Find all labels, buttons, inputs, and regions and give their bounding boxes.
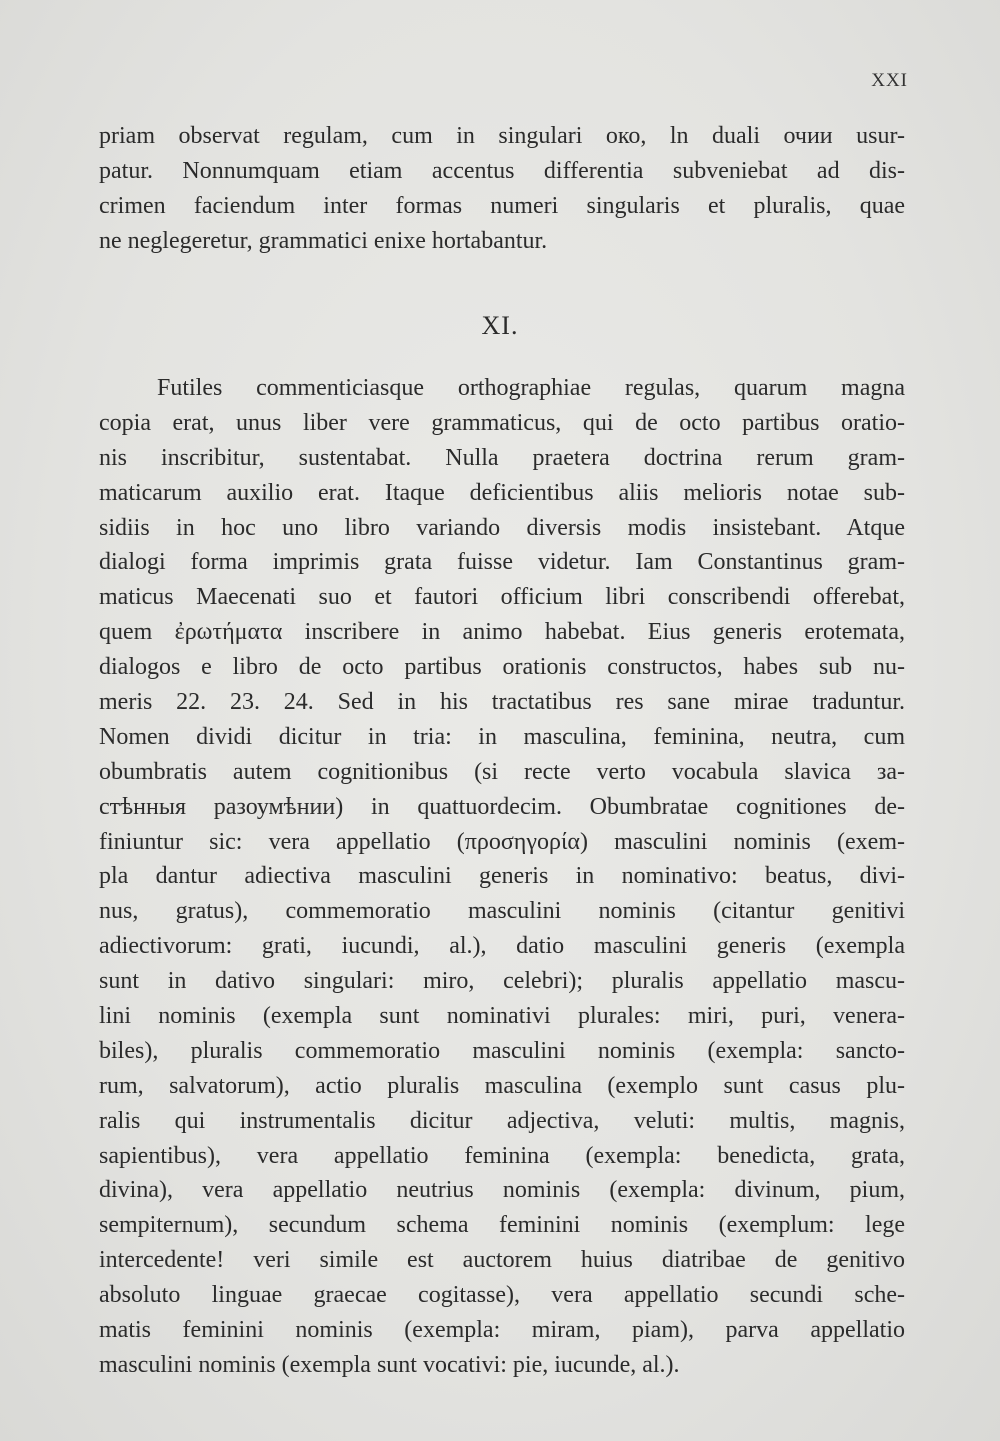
text-line: rum, salvatorum), actio pluralis masculina (exemplo sunt casus plu- [99,1072,905,1099]
text-line: maticarum auxilio erat. Itaque deficientibus aliis melioris notae sub- [99,479,905,506]
text-line: dialogi forma imprimis grata fuisse videtur. Iam Constantinus gram- [99,549,905,576]
text-line: Nomen dividi dicitur in tria: in masculina, feminina, neutra, cum [99,723,905,750]
text-line: maticus Maecenati suo et fautori officium libri conscribendi offerebat, [99,584,905,611]
text-line: biles), pluralis commemoratio masculini nominis (exempla: sancto- [99,1037,905,1064]
paragraph-main [99,371,905,1383]
text-line: ne neglegeretur, grammatici enixe hortabantur. [99,227,548,254]
text-line: patur. Nonnumquam etiam accentus differentia subveniebat ad dis- [99,157,905,184]
text-line: lini nominis (exempla sunt nominativi plurales: miri, puri, venera- [99,1003,905,1030]
text-line: Futiles commenticiasque orthographiae regulas, quarum magna [157,375,905,401]
section-heading: XI. [481,311,519,340]
text-line: crimen faciendum inter formas numeri singularis et pluralis, quae [99,192,905,219]
text-line: absoluto linguae graecae cogitasse), vera appellatio secundi sche- [99,1282,905,1309]
text-line: nis inscribitur, sustentabat. Nulla praetera doctrina rerum gram- [99,444,905,471]
text-line: sunt in dativo singulari: miro, celebri); pluralis appellatio mascu- [99,968,905,995]
text-line: sempiternum), secundum schema feminini nominis (exemplum: lege [99,1212,905,1239]
text-line: copia erat, unus liber vere grammaticus, qui de octo partibus oratio- [99,409,905,436]
text-line: стѣнныя разоумѣнии) in quattuordecim. Obumbratae cognitiones de- [99,793,905,820]
text-line: intercedente! veri simile est auctorem huius diatribae de genitivo [99,1247,905,1274]
text-line: quem ἐρωτήματα inscribere in animo habebat. Eius generis erotemata, [99,619,905,646]
text-line: sapientibus), vera appellatio feminina (exempla: benedicta, grata, [99,1142,905,1169]
page-number: XXI [871,70,908,91]
paragraph-continuation [99,119,905,259]
text-line: dialogos e libro de octo partibus orationis constructos, habes sub nu- [99,654,905,681]
text-line: sidiis in hoc uno libro variando diversis modis insistebant. Atque [99,514,905,541]
text-line: matis feminini nominis (exempla: miram, piam), parva appellatio [99,1317,905,1344]
text-line: ralis qui instrumentalis dicitur adjectiva, veluti: multis, magnis, [99,1107,905,1134]
text-line: divina), vera appellatio neutrius nominis (exempla: divinum, pium, [99,1177,905,1204]
text-line: masculini nominis (exempla sunt vocativi: pie, iucunde, al.). [99,1351,680,1378]
text-line: adiectivorum: grati, iucundi, al.), datio masculini generis (exempla [99,933,905,960]
text-line: priam observat regulam, cum in singulari око, ln duali очии usur- [99,123,905,149]
text-line: pla dantur adiectiva masculini generis in nominativo: beatus, divi- [99,863,905,890]
text-line: nus, gratus), commemoratio masculini nominis (citantur genitivi [99,898,905,925]
text-line: obumbratis autem cognitionibus (si recte verto vocabula slavica за- [99,758,905,785]
text-line: meris 22. 23. 24. Sed in his tractatibus res sane mirae traduntur. [99,689,905,716]
text-line: finiuntur sic: vera appellatio (προσηγορία) masculini nominis (exem- [99,828,905,855]
